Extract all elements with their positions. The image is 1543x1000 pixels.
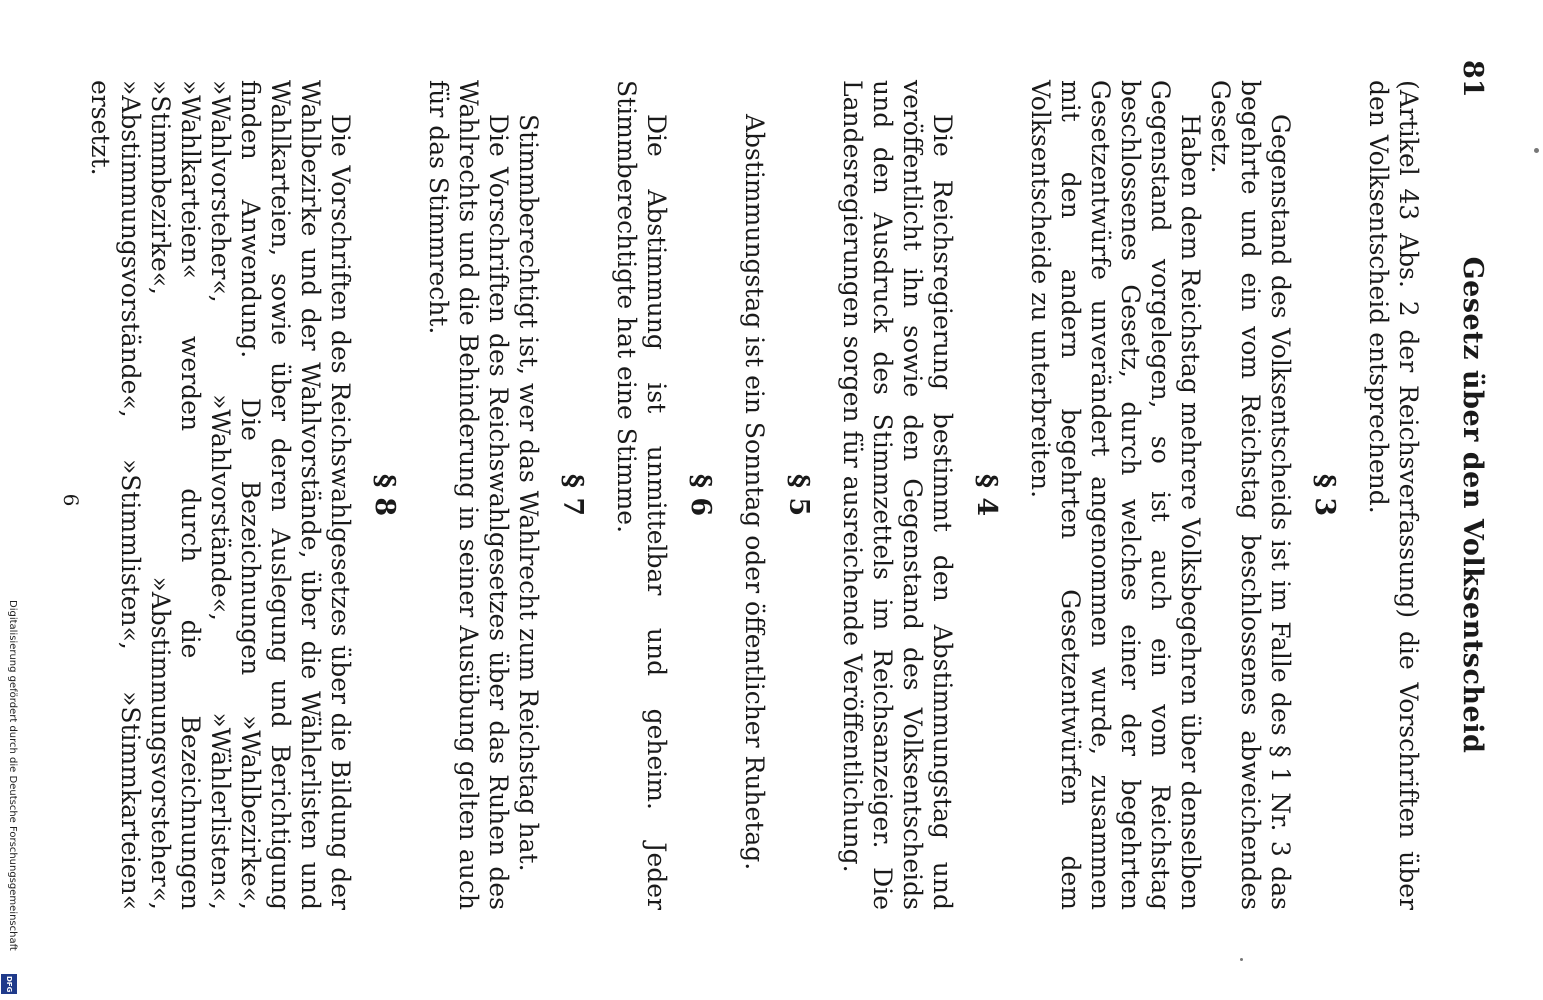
section-6: [611, 80, 715, 910]
section-paragraph: Die Abstimmung ist unmittelbar und geheim. Jeder Stimmberechtigte hat eine Stimme.: [612, 80, 671, 910]
page-number: 81: [1457, 60, 1488, 98]
running-title: Gesetz über den Volksentscheid: [1457, 256, 1488, 754]
intro-paragraph: (Artikel 43 Abs. 2 der Reichsverfassung) die Vorschriften über den Volksentscheid entsprechend.: [1364, 80, 1423, 910]
section-heading: § 4: [971, 473, 1002, 517]
page-body: [85, 80, 1423, 910]
section-heading: § 6: [685, 473, 716, 517]
section-3: [1025, 80, 1339, 910]
section-heading: § 7: [557, 473, 588, 517]
footer-number: 6: [59, 493, 83, 507]
dfg-logo-icon: DFG: [1, 974, 17, 994]
digitization-note-text: Digitalisierung gefördert durch die Deutsche Forschungsgemeinschaft: [7, 600, 18, 951]
scan-speck: [1240, 958, 1243, 961]
section-heading: § 8: [369, 473, 400, 517]
section-paragraph: Die Reichsregierung bestimmt den Abstimmungstag und veröffentlicht ihn sowie den Gegenstand des Volksentscheids und den Ausdruck des Stimmzettels im Reichsanzeiger. Die Landesregierungen sorgen für ausreichende Veröffentlichung.: [838, 80, 957, 910]
section-paragraph: Haben dem Reichstag mehrere Volksbegehren über denselben Gegenstand vorgelegen, so ist auch ein vom Reichstag beschlossenes Gesetz, durch welches einer der begehrten Gesetzentwürfe unverändert angenommen wurde, zusammen mit den andern begehrten Gesetzentwürfen dem Volksentscheide zu unterbreiten.: [1026, 80, 1205, 910]
section-paragraph: Gegenstand des Volksentscheids ist im Falle des § 1 Nr. 3 das begehrte und ein vom Reichstag beschlossenes abweichendes Gesetz.: [1206, 80, 1295, 910]
scan-speck: [1534, 148, 1539, 153]
page-header: [1448, 60, 1488, 950]
section-paragraph: Die Vorschriften des Reichswahlgesetzes über die Bildung der Wahlbezirke und der Wahlvorstände, über die Wählerlisten und Wahlkarteien, sowie über deren Auslegung und Berichtigung finden Anwendung. Die Bezeichnungen »Wahlbezirke«, »Wahlvorsteher«, »Wahlvorstände«, »Wählerlisten«, »Wahlkarteien« werden durch die Bezeichnungen »Stimmbezirke«, »Abstimmungsvorsteher«, »Abstimmungsvorstände«, »Stimmlisten«, »Stimmkarteien« ersetzt.: [86, 80, 355, 910]
section-7: [423, 80, 587, 910]
section-8: [85, 80, 399, 910]
section-5: [739, 80, 813, 910]
section-heading: § 3: [1309, 473, 1340, 517]
section-4: [837, 80, 1001, 910]
section-paragraph: Abstimmungstag ist ein Sonntag oder öffentlicher Ruhetag.: [740, 114, 769, 871]
section-paragraph: Die Vorschriften des Reichswahlgesetzes über das Ruhen des Wahlrechts und die Behinderung in seiner Ausübung gelten auch für das Stimmrecht.: [424, 80, 513, 910]
digitization-note: [0, 600, 20, 995]
section-heading: § 5: [783, 473, 814, 517]
section-paragraph: Stimmberechtigt ist, wer das Wahlrecht zum Reichstag hat.: [514, 114, 543, 872]
